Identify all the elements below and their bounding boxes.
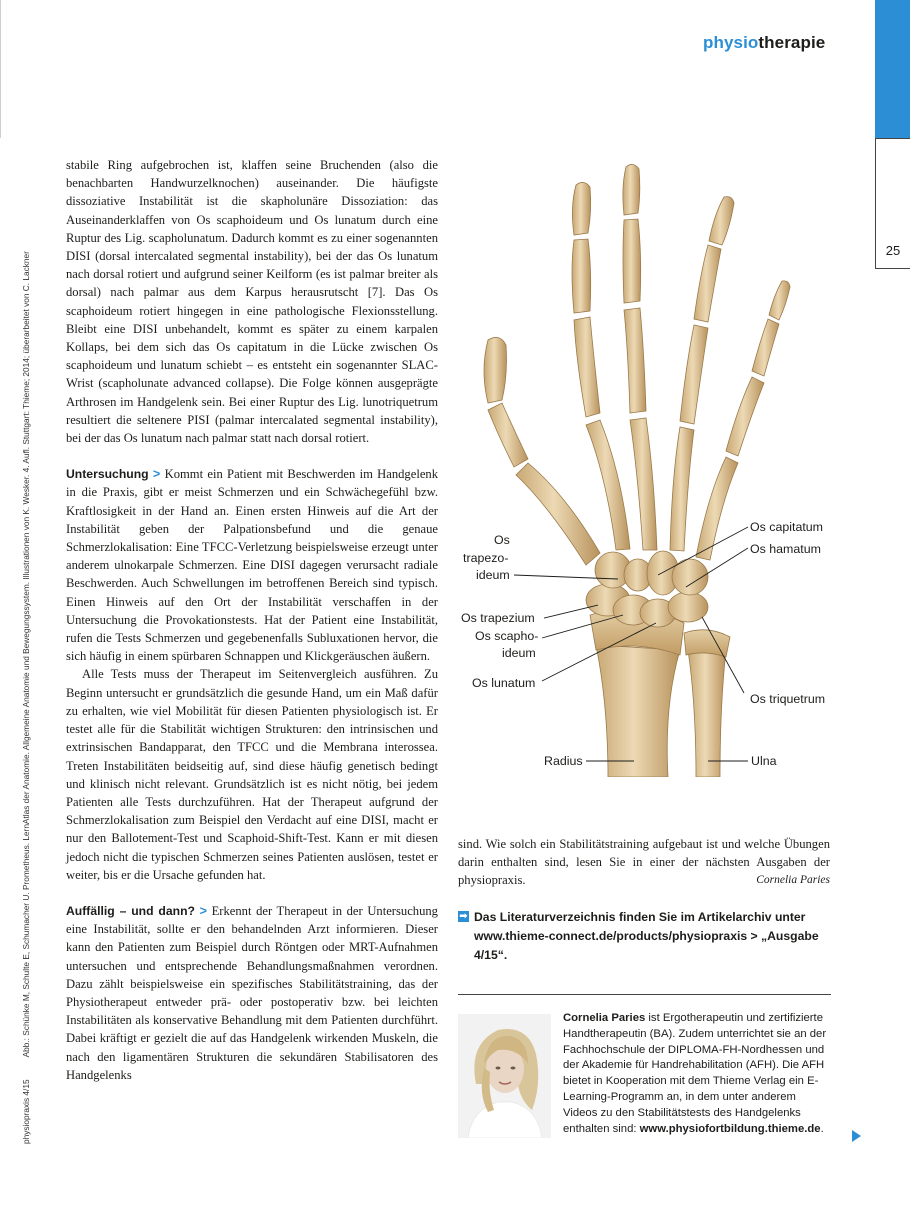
arrow-icon: > <box>199 903 207 918</box>
label-os-trapezoideum-2: trapezo- <box>463 551 509 565</box>
figure-credit: Abb.: Schünke M, Schulte E, Schumacher U. Prometheus. LernAtlas der Anatomie. Allgemeine Anatomie und Bewegungssystem. Illustrationen von K. Wesker. 4. Aufl. Stuttgart: Thieme; 2014; überarbeitet von C. Lackner <box>21 251 31 1058</box>
label-os-capitatum: Os capitatum <box>750 520 823 534</box>
right-column <box>458 835 830 890</box>
paragraph-tests: Alle Tests muss der Therapeut im Seitenvergleich ausführen. Zu Beginn untersucht er grundsätzlich die gesunde Hand, um ein Maß dafür zu erhalten, wie viel Mobilität für diesen Patienten physiologisch ist. Er testet alle für die Stabilität wichtigen Strukturen: den intrinsischen und extrinsischen Bandapparat, den TFCC und die Membrana interossea. Treten Instabilitäten beidseitig auf, sind diese häufig genetisch bedingt und klinisch nicht relevant. Grundsätzlich ist es nicht nötig, bei jedem Patienten alle Tests durchzuführen. Hat der Therapeut aufgrund der Schmerzlokalisation zum Beispiel den Verdacht auf eine DISI, macht er nur den Ballotement-Test und Scaphoid-Shift-Test. Kann er mit diesen jedoch nicht die typischen Schmerzen seines Patienten auslösen, testet er weiter, bis er die Ursache gefunden hat. <box>66 667 438 882</box>
section-color-tab <box>875 0 910 138</box>
side-credit <box>21 194 31 1144</box>
divider <box>458 994 831 995</box>
text-untersuchung: Kommt ein Patient mit Beschwerden im Handgelenk in die Praxis, gibt er meist Schmerzen und ein Schwächegefühl bzw. Kraftlosigkeit in der Hand an. Einen ersten Hinweis auf die Art der Instabilität geben der Palpationsbefund und die genaue Schmerzlokalisation: Eine TFCC-Verletzung beispielsweise erzeugt unter anderem ulnokarpale Schmerzen. Eine DISI dagegen verursacht radiale Beschwerden. Auch Schwellungen im betroffenen Bereich sind typisch. Einen Hinweis auf den Ort der Instabilität verschaffen in der Untersuchung die Provokationstests. Hat der Patient eine Instabilität, rufen die Tests Schmerzen und gegebenenfalls Subluxationen hervor, die sich häufig in einem spürbaren Schnappen und Klickgeräuschen äußern. <box>66 467 439 664</box>
heading-untersuchung: Untersuchung <box>66 467 149 482</box>
brand-therapie: therapie <box>758 33 826 52</box>
label-os-scaphoideum-1: Os scapho- <box>475 629 539 643</box>
label-os-hamatum: Os hamatum <box>750 542 821 556</box>
bio-end: . <box>820 1122 824 1135</box>
label-os-trapezoideum-3: ideum <box>476 568 510 582</box>
page-tab-border-bottom <box>875 268 910 269</box>
label-os-lunatum: Os lunatum <box>472 676 536 690</box>
left-column <box>66 156 438 1084</box>
author-photo <box>458 1014 551 1138</box>
issue-label: physiopraxis 4/15 <box>21 1079 31 1144</box>
paragraph-stabilitaetstraining <box>458 835 830 890</box>
label-os-scaphoideum-2: ideum <box>502 646 536 660</box>
label-ulna: Ulna <box>751 754 777 768</box>
paragraph-instability: stabile Ring aufgebrochen ist, klaffen seine Bruchenden (also die benachbarten Handwurzelknochen) auseinander. Die häufigste dissoziative Instabilität ist die skapholunäre Dissoziation: das Auseinanderklaffen von Os scaphoideum und Os lunatum durch eine Ruptur des Lig. scapholunatum. Dadurch kommt es zu einer sogenannten DISI (dorsal intercalated segmental instability), bei der das Os lunatum nach dorsal rotiert und aufgrund seiner Keilform (es ist palmar breiter als dorsal) nach palmar aus dem Karpus herausrutscht [7]. Das Os scaphoideum rotiert hingegen in eine pathologische Flexionsstellung. Bleibt eine DISI unbehandelt, kommt es später zu einem karpalen Kollaps, bei dem sich das Os capitatum in die Lücke zwischen Os scaphoideum und lunatum schiebt – es entsteht ein sogenannter SLAC-Wrist (scapholunate advanced collapse). Die Folge können ausgeprägte Arthrosen im Handgelenk sein. Bei einer Ruptur des Lig. lunotriquetrum resultiert die seltenere PISI (palmar intercalated segmental instability), bei der das Os lunatum nach palmar statt nach dorsal rotiert. <box>66 158 438 446</box>
bio-text: ist Ergotherapeutin und zertifizierte Handtherapeutin (BA). Zudem unterrichtet sie an der Fachhochschule der DIPLOMA-FH-Nordhessen und der Akademie für Handrehabilitation (AFH). Die AFH bietet in Kooperation mit dem Thieme Verlag ein E-Learning-Programm an, in dem unter anderem Videos zu den Stabilitätstests des Handgelenks enthalten sind: <box>563 1012 827 1135</box>
literature-link-text[interactable]: Das Literaturverzeichnis finden Sie im Artikelarchiv unter www.thieme-connect.de/products/physiopraxis > „Ausgabe 4/15“. <box>474 910 819 962</box>
text-auffaellig: Erkennt der Therapeut in der Untersuchung eine Instabilität, sollte er den behandelnden Arzt informieren. Dieser kann den Patienten zum Beispiel durch Röntgen oder MRT-Aufnahmen untersuchen und entsprechende Behandlungsmaßnahmen verordnen. Dazu zählt beispielsweise ein spezifisches Stabilitätstraining, das der Physiotherapeut entweder prä- oder postoperativ bzw. bei leichten Instabilitäten als konservative Behandlung mit dem Patienten durchführt. Dabei kräftigt er gezielt die auf das Handgelenk wirkenden Muskeln, die nach den ligamentären Strukturen die sekundären Stabilisatoren des Handgelenks <box>66 903 438 1082</box>
bio-name: Cornelia Paries <box>563 1012 646 1024</box>
text-stabilitaetstraining: sind. Wie solch ein Stabilitätstraining aufgebaut ist und welche Übungen darin enthalten sind, lesen Sie in einer der nächsten Ausgaben der physiopraxis. <box>458 837 830 888</box>
label-os-trapezium: Os trapezium <box>461 611 535 625</box>
label-os-trapezoideum-1: Os <box>494 533 510 547</box>
brand-physio: physio <box>703 33 759 52</box>
label-os-triquetrum: Os triquetrum <box>750 692 826 706</box>
arrow-icon: > <box>152 467 161 482</box>
paragraph-auffaellig <box>66 902 438 1084</box>
heading-auffaellig: Auffällig – und dann? <box>66 903 195 918</box>
page-number: 25 <box>885 243 901 258</box>
page-edge-line <box>0 0 1 138</box>
hand-skeleton-figure <box>458 145 830 777</box>
author-name: Cornelia Paries <box>756 874 830 887</box>
author-portrait <box>458 1014 551 1138</box>
literature-note <box>458 908 832 965</box>
paragraph-untersuchung <box>66 465 438 665</box>
label-radius: Radius <box>544 754 583 768</box>
arrow-right-icon: ➡ <box>459 911 468 922</box>
continue-arrow-icon[interactable] <box>852 1130 861 1142</box>
bio-link[interactable]: www.physiofortbildung.thieme.de <box>639 1122 821 1135</box>
page-tab-border-top <box>875 138 910 139</box>
section-brand <box>703 33 825 53</box>
author-bio <box>563 1011 833 1137</box>
